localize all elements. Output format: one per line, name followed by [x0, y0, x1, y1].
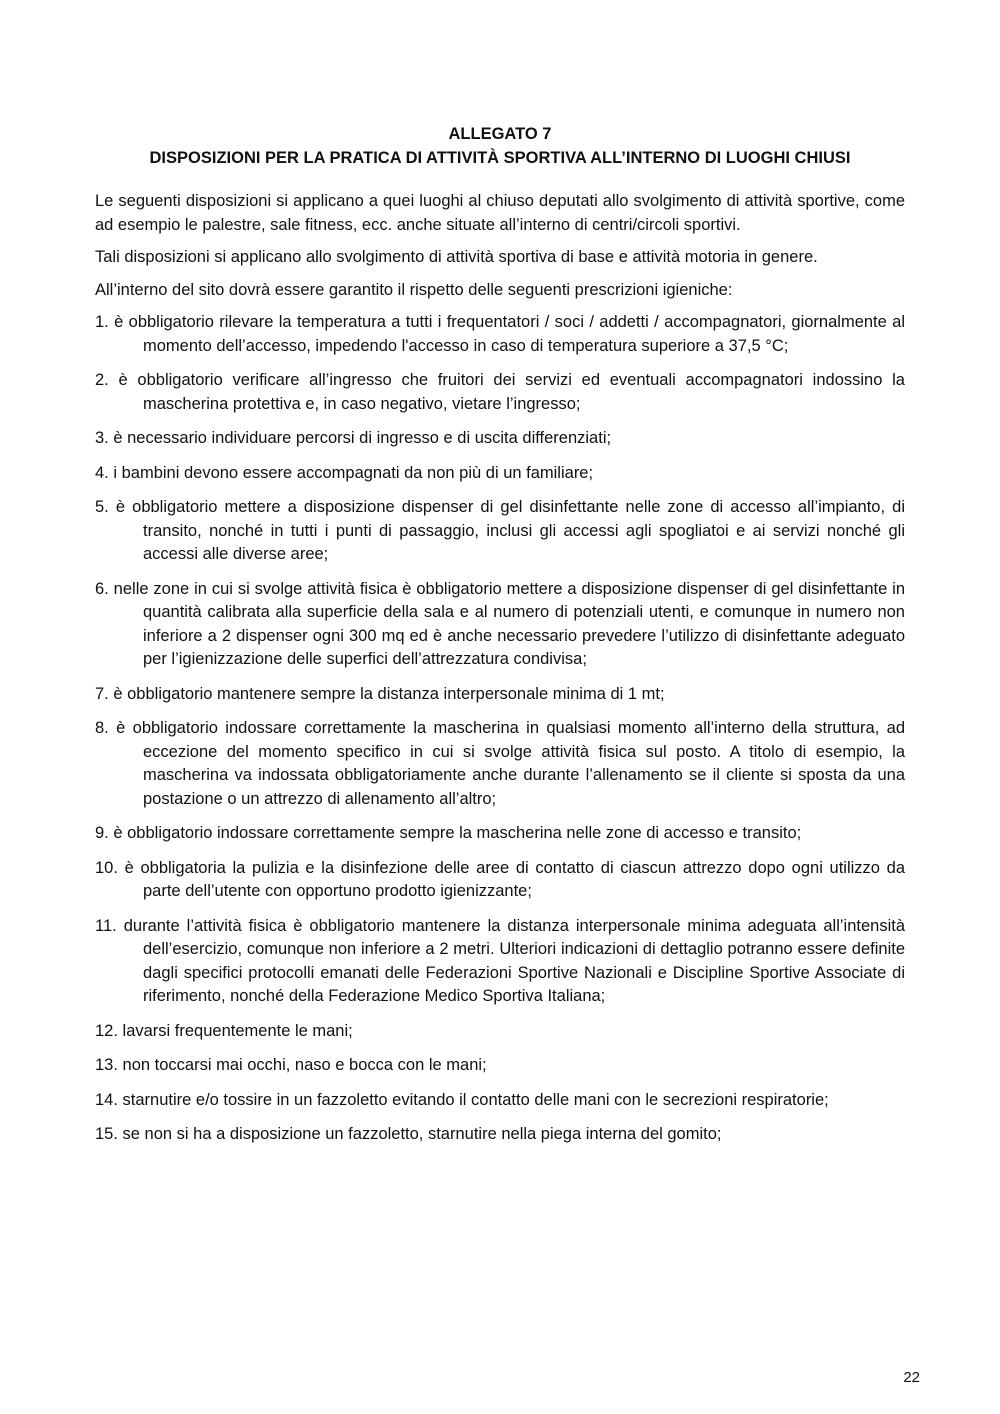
list-item-number: 8. — [95, 719, 109, 737]
list-item-number: 3. — [95, 429, 109, 447]
list-item-text: lavarsi frequentemente le mani; — [122, 1021, 353, 1040]
page-number: 22 — [903, 1369, 920, 1386]
list-item-text: durante l’attività fisica è obbligatorio mantenere la distanza interpersonale minima adeguata all’intensità dell’esercizio, comunque non inferiore a 2 metri. Ulteriori indicazioni di dettaglio potranno essere definite dagli specifici protocolli emanati delle Federazioni Sportive Nazionali e Discipline Sportive Associate di riferimento, nonché della Federazione Medico Sportiva Italiana; — [123, 916, 906, 1005]
scope-paragraph: Tali disposizioni si applicano allo svolgimento di attività sportiva di base e attività motoria in genere. — [95, 248, 818, 266]
list-item — [95, 1123, 905, 1147]
intro-paragraph: Le seguenti disposizioni si applicano a quei luoghi al chiuso deputati allo svolgimento di attività sportive, come ad esempio le palestre, sale fitness, ecc. anche situate all’interno di centri/circoli sportivi. — [95, 192, 905, 234]
list-item — [95, 717, 905, 811]
list-item-text: è necessario individuare percorsi di ingresso e di uscita differenziati; — [113, 429, 612, 447]
list-item-text: nelle zone in cui si svolge attività fisica è obbligatorio mettere a disposizione dispenser di gel disinfettante in quantità calibrata alla superficie della sala e al numero di potenziali utenti, e comunque in numero non inferiore a 2 dispenser ogni 300 mq ed è anche necessario prevedere l’utilizzo di disinfettante adeguato per l’igienizzazione delle superfici dell’attrezzatura condivisa; — [113, 579, 905, 668]
list-item-text: è obbligatorio rilevare la temperatura a tutti i frequentatori / soci / addetti / accompagnatori, giornalmente al momento dell’accesso, impedendo l'accesso in caso di temperatura superiore a 37,5 °C; — [114, 313, 905, 355]
list-item-number: 11. — [95, 916, 117, 935]
list-item — [95, 857, 905, 904]
list-item — [95, 915, 905, 1009]
title-block — [95, 122, 905, 170]
list-item-text: è obbligatorio indossare correttamente sempre la mascherina nelle zone di accesso e transito; — [113, 824, 802, 842]
rules-list — [95, 311, 905, 1147]
list-item — [95, 822, 905, 846]
list-item-text: è obbligatoria la pulizia e la disinfezione delle aree di contatto di ciascun attrezzo dopo ogni utilizzo da parte dell’utente con opportuno prodotto igienizzante; — [124, 858, 905, 900]
list-item-text: starnutire e/o tossire in un fazzoletto evitando il contatto delle mani con le secrezioni respiratorie; — [122, 1090, 829, 1109]
list-item-text: è obbligatorio verificare all’ingresso che fruitori dei servizi ed eventuali accompagnatori indossino la mascherina protettiva e, in caso negativo, vietare l’ingresso; — [118, 371, 905, 413]
list-item-number: 1. — [95, 313, 109, 331]
list-item — [95, 578, 905, 672]
list-item-text: non toccarsi mai occhi, naso e bocca con le mani; — [122, 1056, 487, 1074]
list-item-number: 6. — [95, 579, 109, 598]
list-item-text: è obbligatorio mettere a disposizione dispenser di gel disinfettante nelle zone di accesso all’impianto, di transito, nonché in tutti i punti di passaggio, inclusi gli accessi agli spogliatoi e ai servizi nonché gli accessi alle diverse aree; — [115, 498, 905, 563]
list-item-number: 9. — [95, 824, 109, 842]
list-item — [95, 427, 905, 451]
list-item — [95, 369, 905, 416]
list-item-text: è obbligatorio mantenere sempre la distanza interpersonale minima di 1 mt; — [113, 684, 665, 703]
document-page — [95, 122, 905, 1158]
list-item — [95, 462, 905, 486]
list-item-number: 14. — [95, 1090, 118, 1109]
requirements-intro-paragraph: All’interno del sito dovrà essere garantito il rispetto delle seguenti prescrizioni igieniche: — [95, 280, 733, 299]
document-subtitle: DISPOSIZIONI PER LA PRATICA DI ATTIVITÀ SPORTIVA ALL’INTERNO DI LUOGHI CHIUSI — [149, 149, 851, 167]
list-item-text: è obbligatorio indossare correttamente la mascherina in qualsiasi momento all’interno della struttura, ad eccezione del momento specifico in cui si svolge attività fisica sul posto. A titolo di esempio, la mascherina va indossata obbligatoriamente anche durante l’allenamento se il cliente si sposta da una postazione o un attrezzo di allenamento all’altro; — [116, 719, 905, 808]
list-item — [95, 311, 905, 358]
list-item-text: se non si ha a disposizione un fazzoletto, starnutire nella piega interna del gomito; — [122, 1125, 722, 1143]
list-item-number: 10. — [95, 858, 118, 877]
list-item-number: 15. — [95, 1125, 118, 1143]
list-item — [95, 683, 905, 707]
list-item-number: 7. — [95, 684, 109, 703]
list-item-number: 13. — [95, 1056, 118, 1074]
list-item — [95, 496, 905, 567]
list-item-text: i bambini devono essere accompagnati da non più di un familiare; — [113, 463, 594, 482]
list-item — [95, 1020, 905, 1044]
list-item-number: 5. — [95, 498, 109, 516]
list-item-number: 12. — [95, 1021, 118, 1040]
list-item — [95, 1054, 905, 1078]
list-item — [95, 1089, 905, 1113]
list-item-number: 4. — [95, 463, 109, 482]
document-title: ALLEGATO 7 — [448, 125, 552, 143]
list-item-number: 2. — [95, 371, 109, 389]
